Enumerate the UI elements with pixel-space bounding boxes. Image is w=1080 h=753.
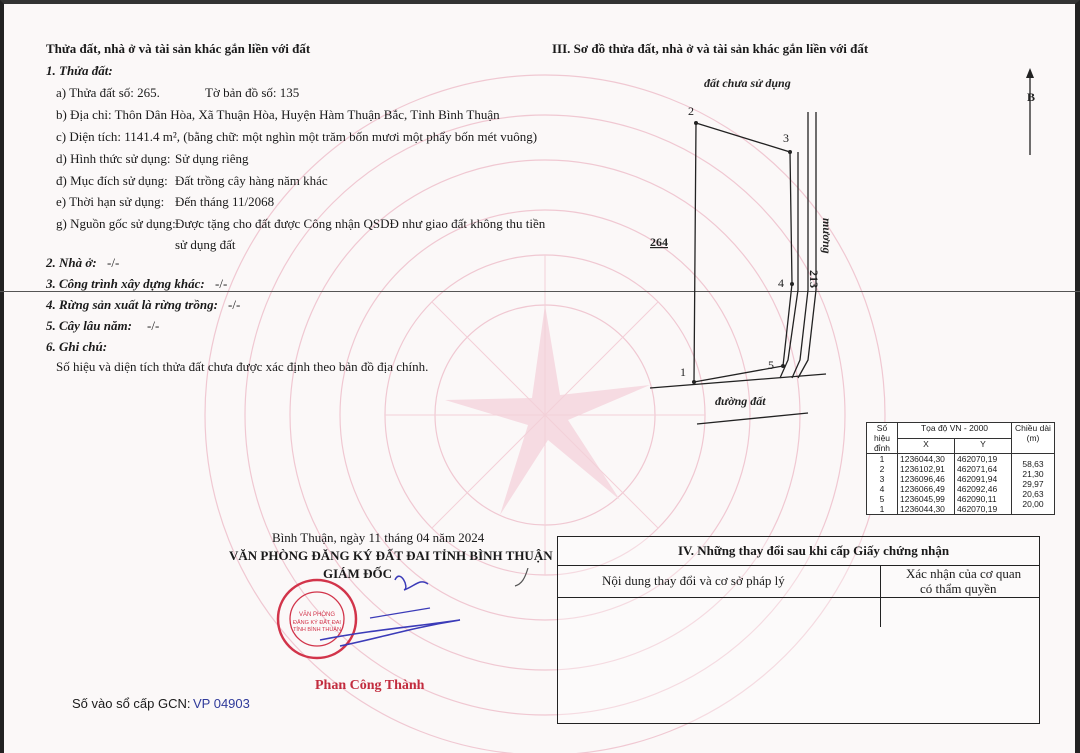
label-road: đường đất [715,394,766,408]
place-date: Bình Thuận, ngày 11 tháng 04 năm 2024 [272,530,485,545]
map-sheet-number: Tờ bản đồ số: 135 [205,85,300,100]
changes-column-separator [880,565,881,627]
label-canal: mương [820,218,834,254]
vertex-id: 1 [879,504,885,514]
length-value: 20,63 [1022,489,1044,499]
vertex-2-label: 2 [688,104,694,118]
construction-label: 3. Công trình xây dựng khác: [46,276,205,291]
changes-section [557,536,1040,724]
vertex-ids-cell [867,454,898,515]
svg-text:ĐĂNG KÝ ĐẤT ĐAI: ĐĂNG KÝ ĐẤT ĐAI [293,620,341,626]
coordinates-table [866,422,1055,515]
vertex-1 [692,380,696,384]
vertex-3-label: 3 [783,131,789,145]
svg-text:TỈNH BÌNH THUẬN: TỈNH BÌNH THUẬN [293,627,341,633]
vertex-id: 1 [879,454,885,464]
road-line-lower [697,413,808,424]
y-value: 462071,64 [957,464,998,474]
left-header: Thửa đất, nhà ở và tài sản khác gắn liền với đất [46,41,311,56]
canal-line-outer [798,112,816,378]
section-1-title: 1. Thửa đất: [46,63,113,78]
parcel-diagram [640,60,1060,440]
parcel-boundary [694,123,792,382]
registry-entry-label: Số vào sổ cấp GCN: [72,696,191,711]
diagram-header: III. Sơ đồ thửa đất, nhà ở và tài sản khác gắn liền với đất [552,41,869,56]
changes-header-row [558,565,1039,598]
x-value: 1236096,46 [900,474,945,484]
note-label: 6. Ghi chú: [46,339,108,354]
header-length [1012,423,1055,454]
x-value: 1236102,91 [900,464,945,474]
changes-col-confirm-line2: có thẩm quyền [920,581,997,596]
registry-entry-number: VP 04903 [193,696,250,711]
perennial-value: -/- [147,318,160,333]
usage-term-value: Đến tháng 11/2068 [175,194,275,209]
length-values-cell [1012,454,1055,515]
label-parcel-264: 264 [650,235,668,249]
parcel-number: a) Thửa đất số: 265. [56,85,160,100]
label-unused-land: đất chưa sử dụng [704,76,791,90]
issuing-office: VĂN PHÒNG ĐĂNG KÝ ĐẤT ĐAI TỈNH BÌNH THUẬN [229,548,553,563]
vertex-id: 5 [879,494,885,504]
vertex-2 [694,121,698,125]
north-arrow-head [1026,68,1034,78]
x-value: 1236066,49 [900,484,945,494]
header-y: Y [955,438,1012,454]
changes-col-confirm-line1: Xác nhận của cơ quan [906,566,1022,581]
y-values-cell [955,454,1012,515]
changes-title-row [558,537,1039,566]
x-value: 1236045,99 [900,494,945,504]
header-x: X [898,438,955,454]
length-value: 20,00 [1022,499,1044,509]
y-value: 462070,19 [957,454,998,464]
usage-form-value: Sử dụng riêng [175,151,249,166]
header-vertex-no-line2: đỉnh [873,443,891,453]
usage-purpose-label: đ) Mục đích sử dụng: [56,173,168,188]
vertex-id: 2 [879,464,885,474]
origin-value-line1: Được tặng cho đất được Công nhận QSDĐ như giao đất không thu tiền [175,216,546,231]
label-213: 213 [807,270,821,288]
length-value: 29,97 [1022,479,1044,489]
note-text: Số hiệu và diện tích thửa đất chưa được xác định theo bản đồ địa chính. [56,359,429,374]
x-value: 1236044,30 [900,454,945,464]
signer-title: GIÁM ĐỐC [323,566,392,581]
vertex-id: 3 [879,474,885,484]
svg-text:VĂN PHÒNG: VĂN PHÒNG [298,612,336,618]
vertex-3 [788,150,792,154]
origin-label: g) Nguồn gốc sử dụng: [56,216,176,231]
parcel-area: c) Diện tích: 1141.4 m², (bằng chữ: một nghìn một trăm bốn mươi một phẩy bốn mét vuông) [56,129,538,144]
vertex-4-label: 4 [778,276,784,290]
vertex-1-label: 1 [680,365,686,379]
vertex-id: 4 [879,484,885,494]
north-label: B [1027,90,1036,104]
vertex-5-label: 5 [768,358,774,372]
usage-term-label: e) Thời hạn sử dụng: [56,194,165,209]
header-length-line2: (m) [1026,433,1040,443]
changes-title: IV. Những thay đổi sau khi cấp Giấy chứng nhận [678,543,950,558]
vertex-5 [781,364,785,368]
perennial-label: 5. Cây lâu năm: [46,318,132,333]
header-coord-system: Tọa độ VN - 2000 [898,423,1012,439]
house-value: -/- [107,255,120,270]
changes-col-content: Nội dung thay đổi và cơ sở pháp lý [602,573,785,588]
canal-line-right [792,112,808,378]
y-value: 462070,19 [957,504,998,514]
y-value: 462091,94 [957,474,998,484]
header-vertex-no-line1: Số hiệu [873,423,891,443]
signer-name: Phan Công Thành [315,678,425,693]
header-length-line1: Chiều dài [1015,423,1051,433]
x-values-cell [898,454,955,515]
usage-form-label: d) Hình thức sử dụng: [56,151,171,166]
usage-purpose-value: Đất trồng cây hàng năm khác [175,173,328,188]
signature-strokes [300,568,540,658]
construction-value: -/- [215,276,228,291]
length-value: 21,30 [1022,469,1044,479]
canal-line-left [780,152,798,378]
header-vertex-no [867,423,898,454]
y-value: 462092,46 [957,484,998,494]
forest-value: -/- [228,297,241,312]
forest-label: 4. Rừng sản xuất là rừng trồng: [46,297,218,312]
house-label: 2. Nhà ở: [46,255,97,270]
length-value: 58,63 [1022,459,1044,469]
parcel-address: b) Địa chỉ: Thôn Dân Hòa, Xã Thuận Hòa, Huyện Hàm Thuận Bắc, Tỉnh Bình Thuận [56,107,500,122]
vertex-4 [790,282,794,286]
x-value: 1236044,30 [900,504,945,514]
y-value: 462090,11 [957,494,997,504]
origin-value-line2: sử dụng đất [175,237,236,252]
